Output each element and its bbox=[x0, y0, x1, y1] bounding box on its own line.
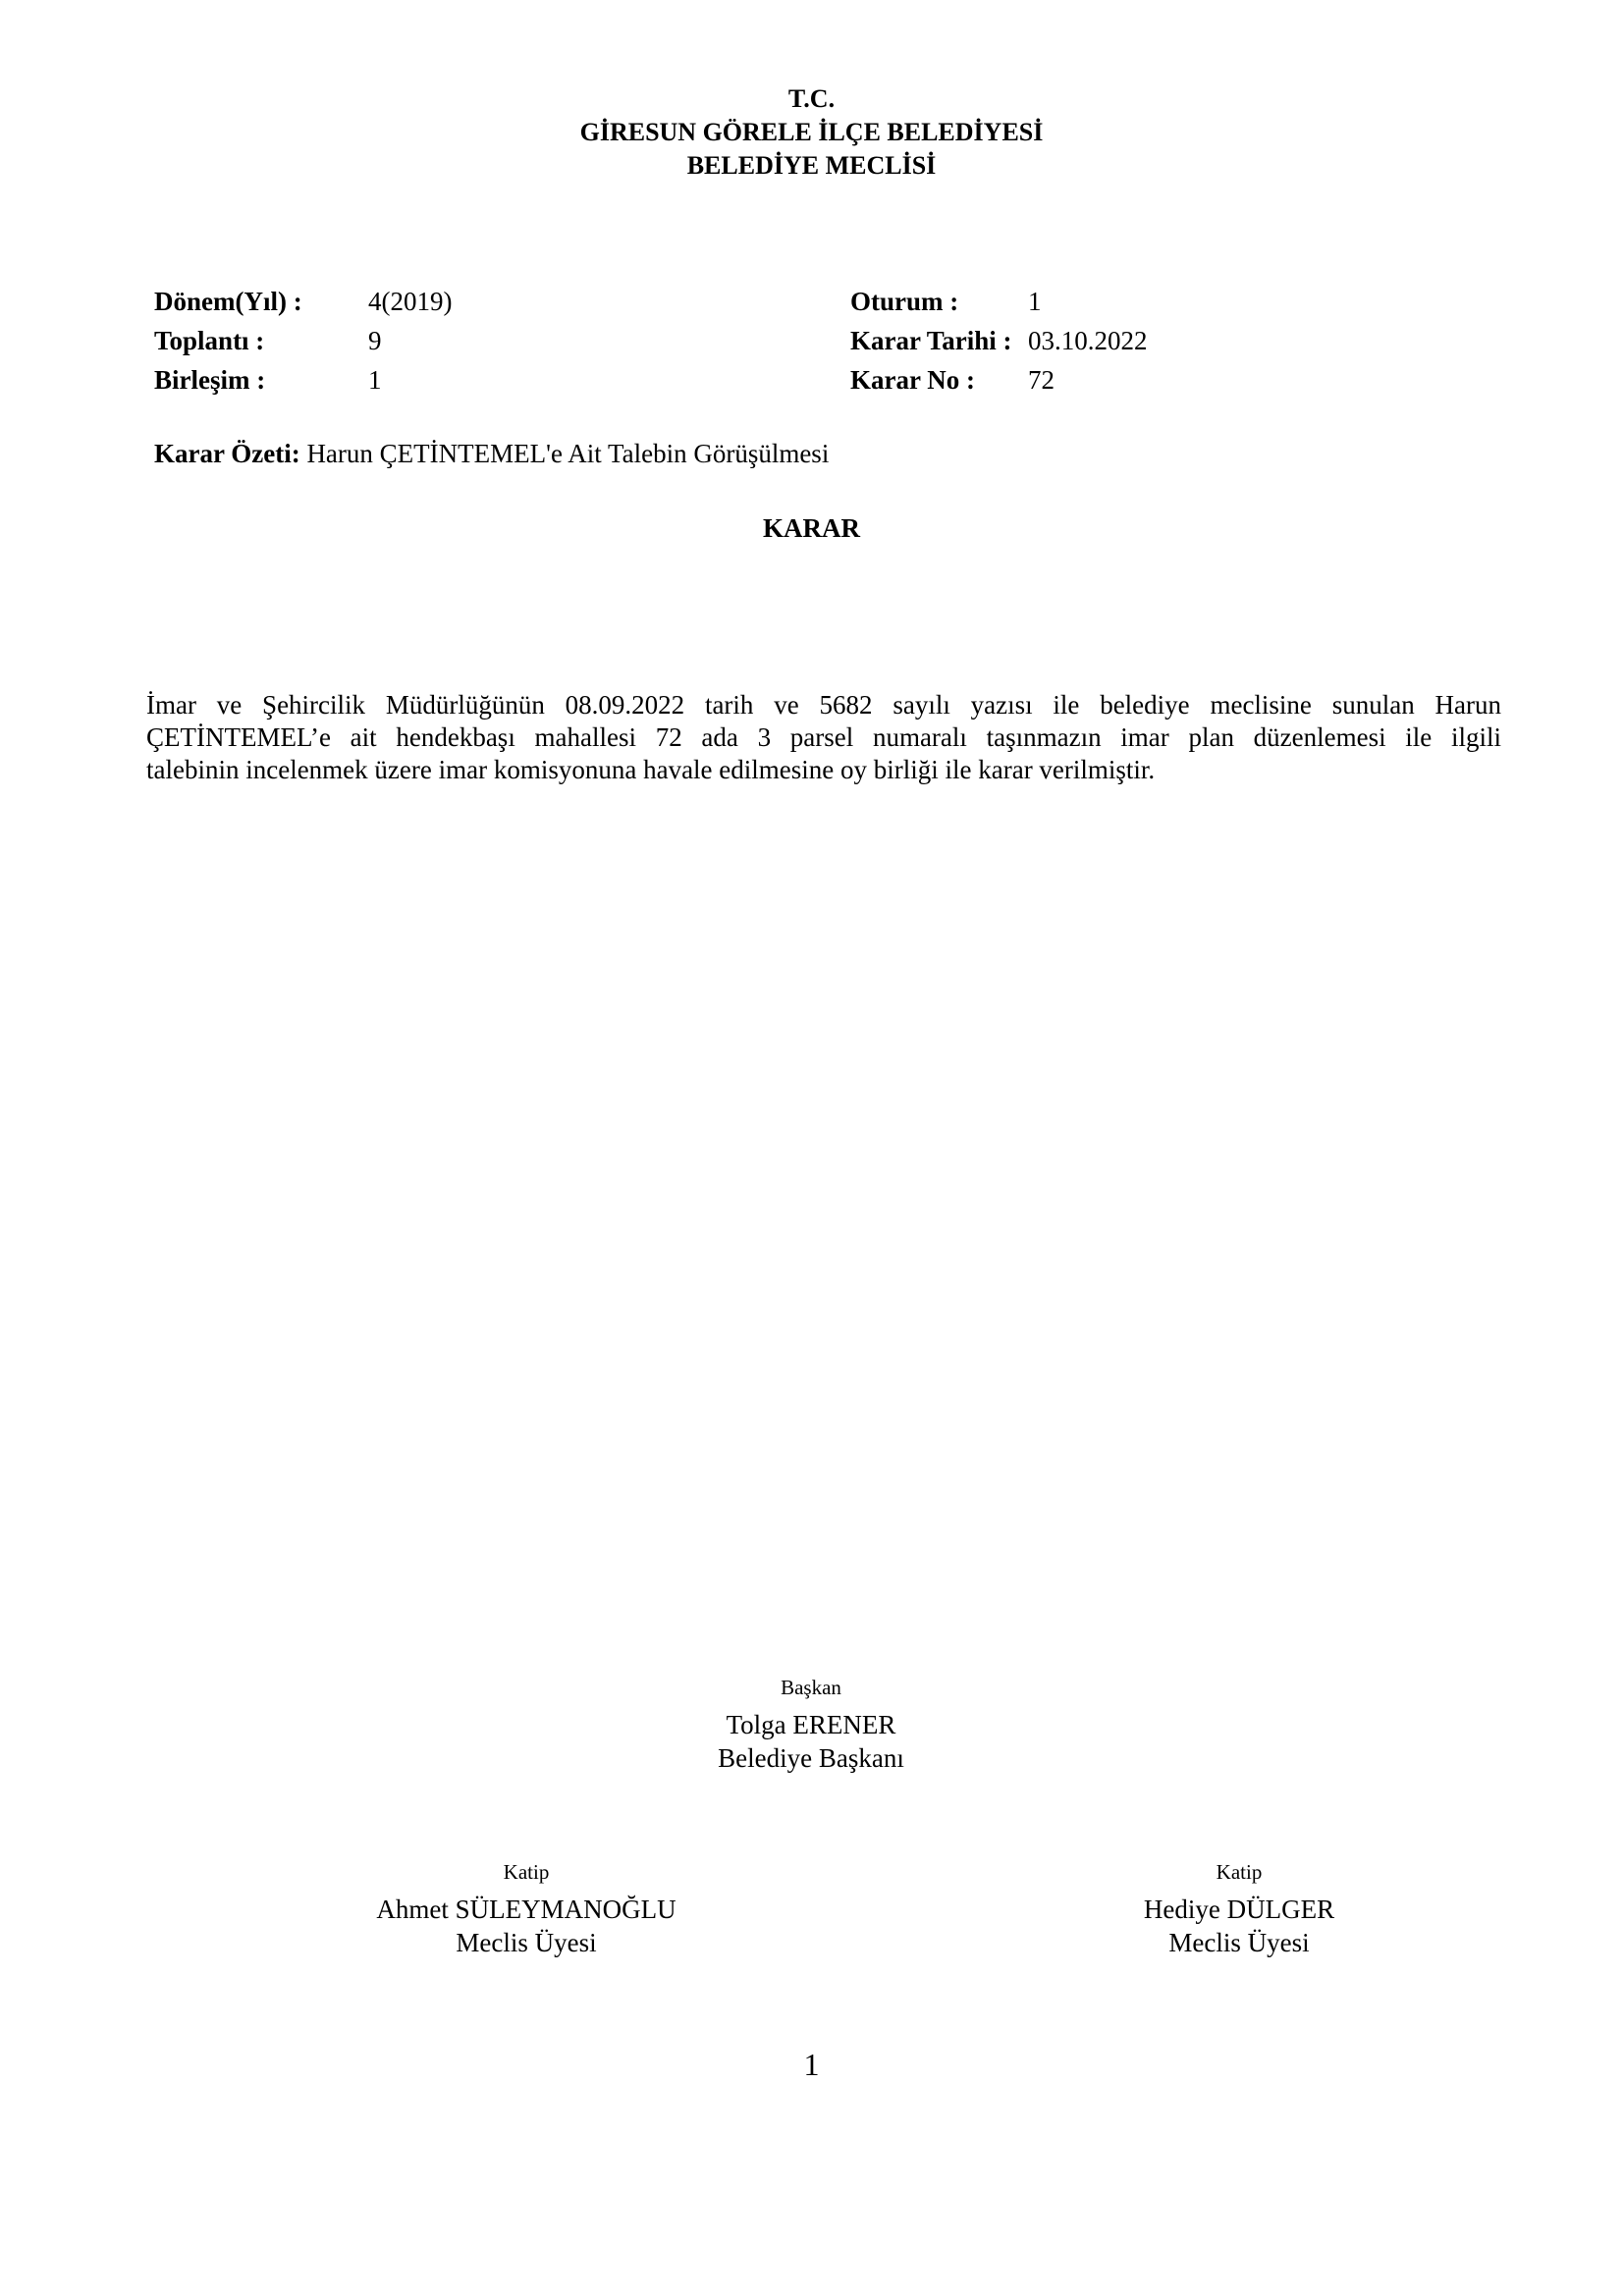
meta-value: 1 bbox=[368, 365, 382, 395]
meta-row-birlesim bbox=[154, 360, 452, 400]
meta-value: 4(2019) bbox=[368, 287, 453, 316]
header-municipality: GİRESUN GÖRELE İLÇE BELEDİYESİ bbox=[579, 118, 1044, 146]
page-number: 1 bbox=[803, 2047, 820, 2082]
signature-chair bbox=[615, 1673, 1007, 1775]
meta-right-block bbox=[850, 282, 1148, 400]
meta-label: Karar No : bbox=[850, 365, 975, 395]
decision-body bbox=[146, 689, 1501, 786]
body-line-2: ÇETİNTEMEL’e ait hendekbaşı mahallesi 72 ada 3 parsel numaralı taşınmazın imar plan düzenlemesi ile ilgili bbox=[146, 722, 1501, 752]
meta-label: Birleşim : bbox=[154, 365, 266, 395]
signature-title: Meclis Üyesi bbox=[1168, 1928, 1310, 1957]
summary-label: Karar Özeti: bbox=[154, 439, 300, 468]
document-header bbox=[0, 82, 1623, 183]
header-council: BELEDİYE MECLİSİ bbox=[686, 151, 937, 180]
decision-title: KARAR bbox=[763, 513, 860, 543]
signature-role: Katip bbox=[503, 1860, 550, 1884]
signature-role: Katip bbox=[1216, 1860, 1263, 1884]
signature-clerk-right bbox=[1043, 1857, 1435, 1959]
signature-title: Belediye Başkanı bbox=[718, 1743, 904, 1773]
signature-name: Hediye DÜLGER bbox=[1143, 1895, 1335, 1924]
meta-label: Karar Tarihi : bbox=[850, 326, 1012, 355]
signature-title: Meclis Üyesi bbox=[456, 1928, 597, 1957]
body-line-3: talebinin incelenmek üzere imar komisyonuna havale edilmesine oy birliği ile karar verilmiştir. bbox=[146, 755, 1156, 784]
meta-value: 9 bbox=[368, 326, 382, 355]
meta-left-block bbox=[154, 282, 452, 400]
signature-name: Tolga ERENER bbox=[726, 1710, 896, 1739]
meta-label: Oturum : bbox=[850, 287, 959, 316]
meta-value: 72 bbox=[1028, 365, 1055, 395]
header-country: T.C. bbox=[787, 84, 836, 113]
meta-row-karar-tarihi bbox=[850, 321, 1148, 360]
body-line-1: İmar ve Şehircilik Müdürlüğünün 08.09.2022 tarih ve 5682 sayılı yazısı ile belediye meclisine sunulan Harun bbox=[146, 690, 1501, 720]
meta-value: 03.10.2022 bbox=[1028, 326, 1148, 355]
meta-row-karar-no bbox=[850, 360, 1148, 400]
meta-value: 1 bbox=[1028, 287, 1042, 316]
signature-clerk-left bbox=[330, 1857, 723, 1959]
meta-label: Dönem(Yıl) : bbox=[154, 287, 302, 316]
decision-summary bbox=[154, 439, 829, 469]
signature-role: Başkan bbox=[781, 1676, 841, 1699]
meta-label: Toplantı : bbox=[154, 326, 265, 355]
meta-row-donem bbox=[154, 282, 452, 321]
meta-row-oturum bbox=[850, 282, 1148, 321]
signature-name: Ahmet SÜLEYMANOĞLU bbox=[376, 1895, 676, 1924]
summary-value: Harun ÇETİNTEMEL'e Ait Talebin Görüşülmesi bbox=[306, 439, 830, 468]
meta-row-toplanti bbox=[154, 321, 452, 360]
